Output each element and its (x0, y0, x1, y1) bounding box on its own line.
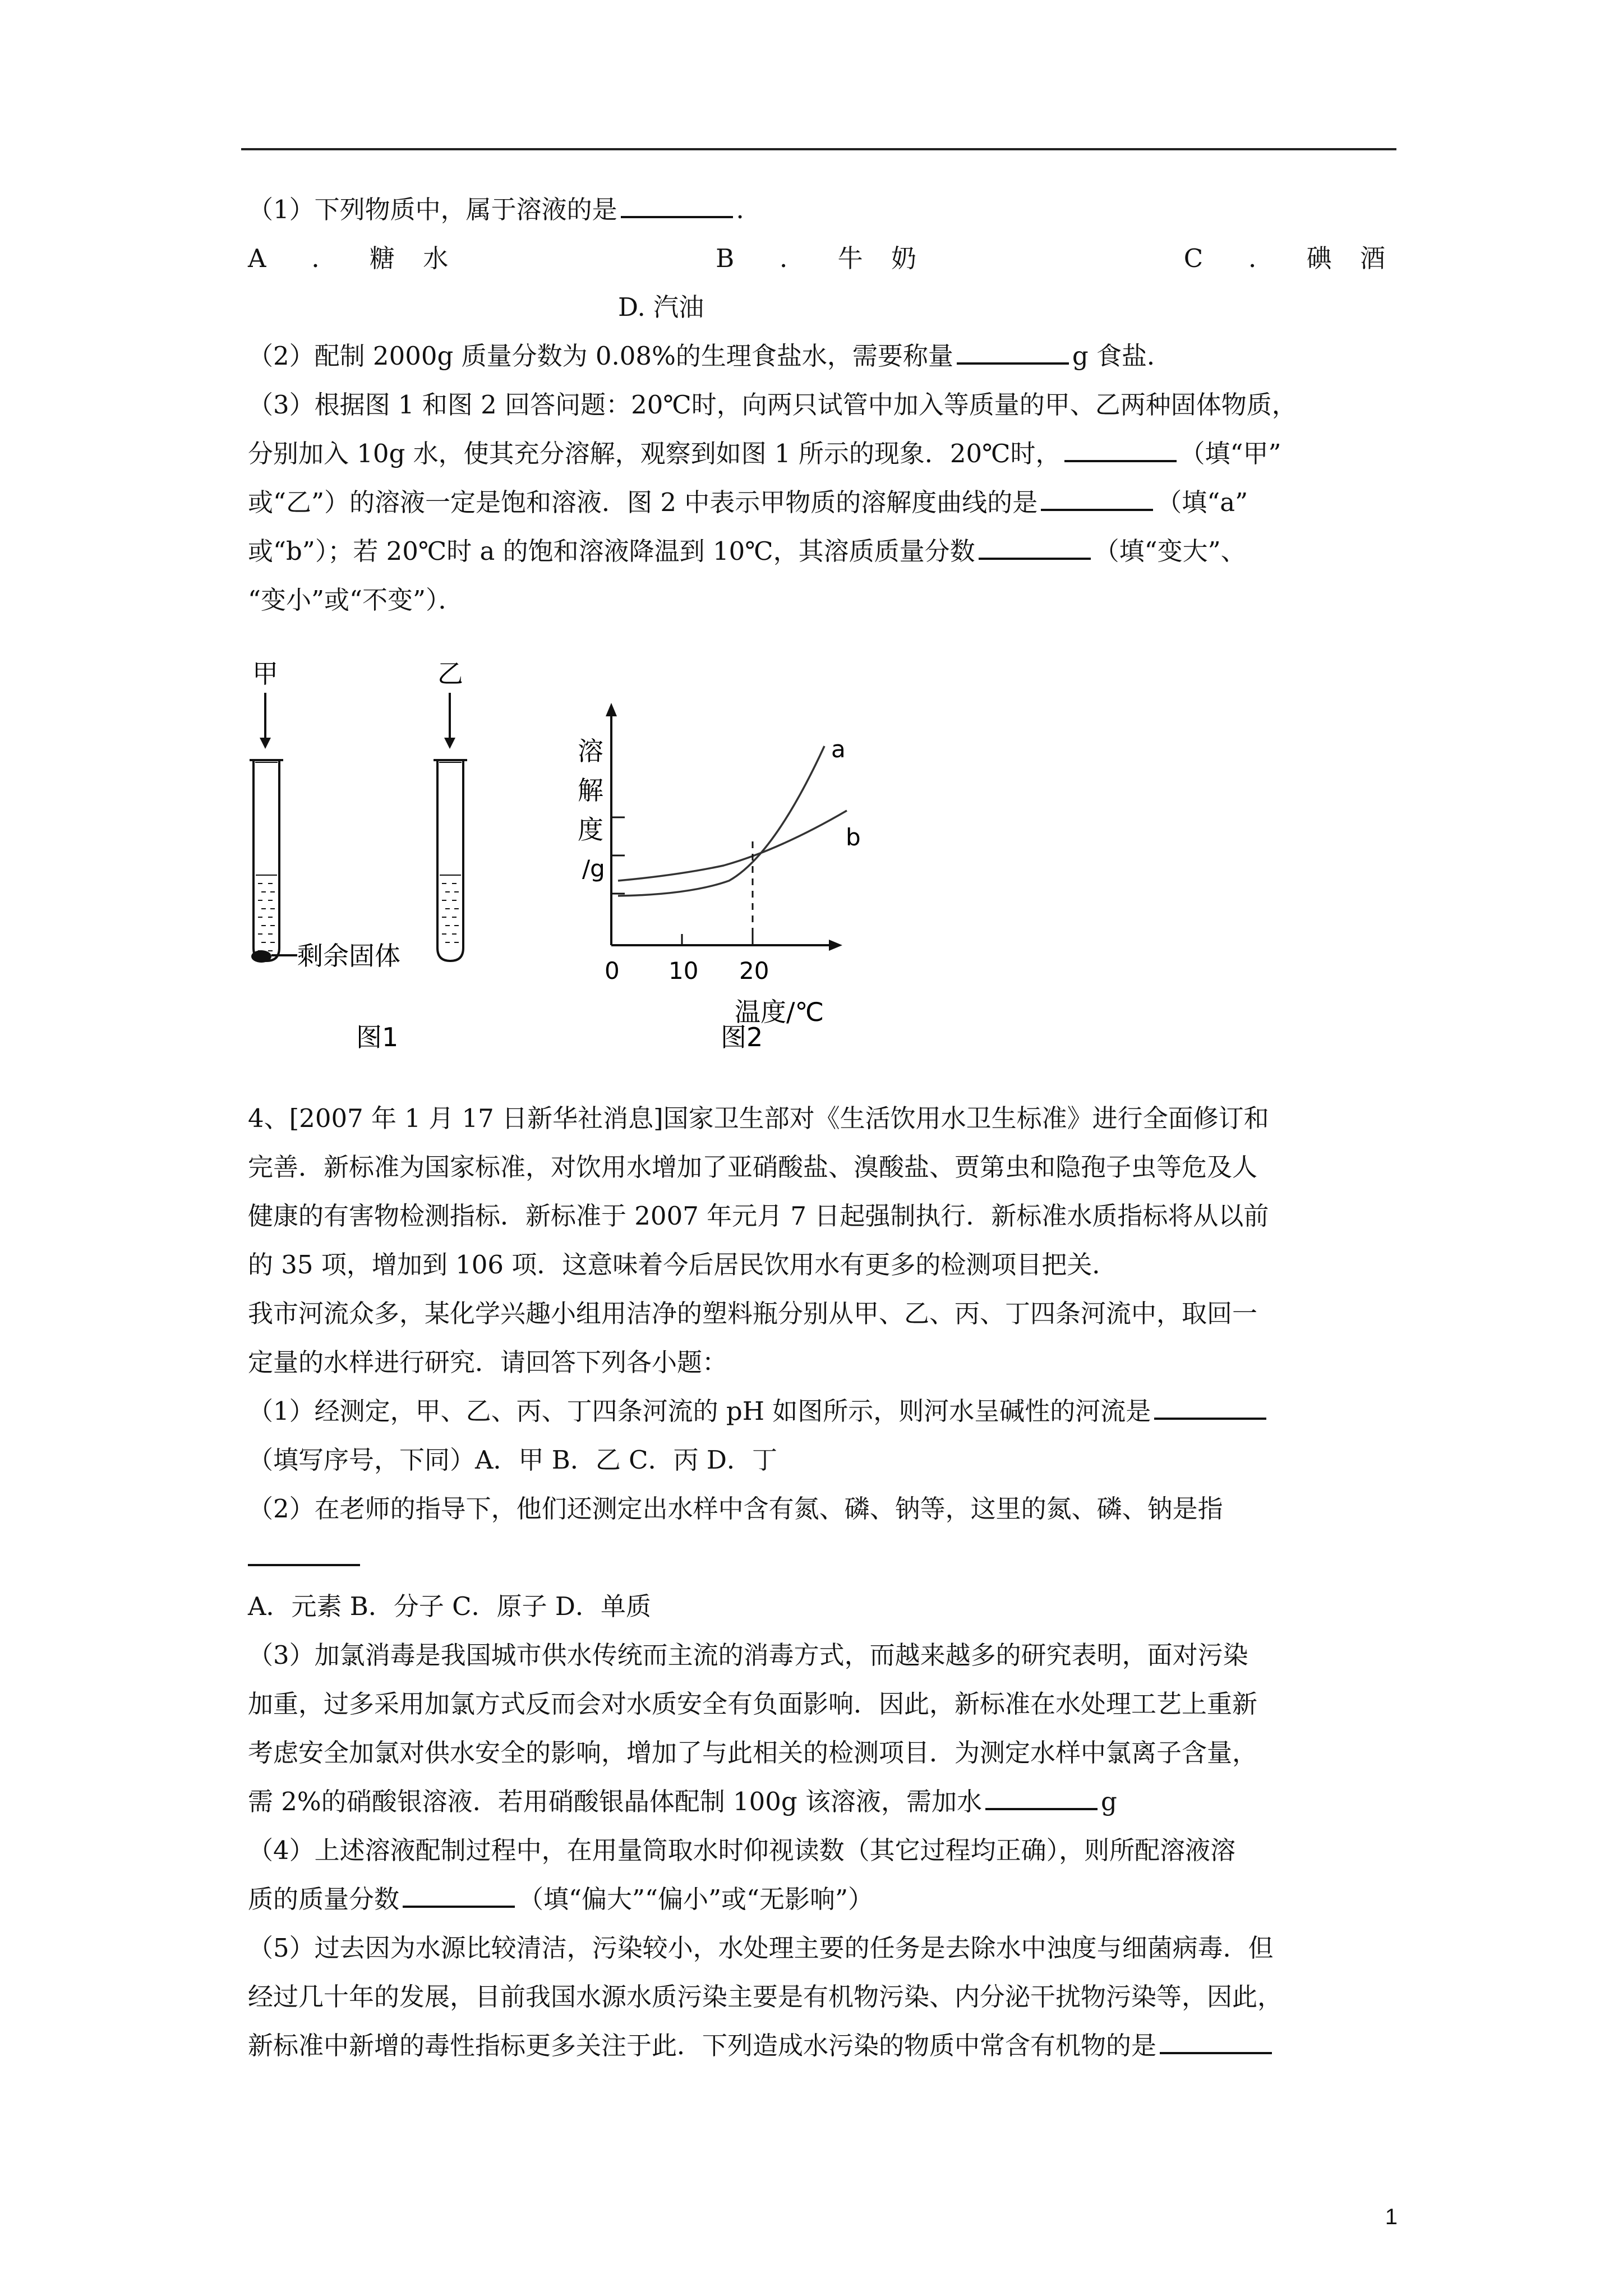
answer-blank[interactable] (985, 1786, 1098, 1810)
q4-sub5-line2: 经过几十年的发展，目前我国水源水质污染主要是有机物污染、内分泌干扰物污染等，因此， (248, 1982, 1283, 2012)
q4-sub2-options: A．元素 B．分子 C．原子 D．单质 (248, 1591, 651, 1621)
q3-sub3-line5: “变小”或“不变”）． (248, 585, 464, 615)
figures (241, 654, 914, 1069)
q4-sub3-line3: 考虑安全加氯对供水安全的影响，增加了与此相关的检测项目．为测定水样中氯离子含量， (248, 1738, 1258, 1768)
option-c: C ． 碘 酒 (1183, 243, 1395, 273)
q4-sub3-line4: 需 2%的硝酸银溶液．若用硝酸银晶体配制 100g 该溶液，需加水 g (248, 1787, 1117, 1816)
q3-sub1: （1）下列物质中，属于溶液的是 ． (248, 195, 762, 224)
q3-sub3-line1: （3）根据图 1 和图 2 回答问题：20℃时，向两只试管中加入等质量的甲、乙两种固体物质， (248, 390, 1297, 420)
curve-b (618, 811, 847, 881)
q4-sub4-line1: （4）上述溶液配制过程中，在用量筒取水时仰视读数（其它过程均正确），则所配溶液溶 (248, 1835, 1236, 1865)
question-4 (248, 1094, 1395, 2070)
q4-sub4-line2: 质的质量分数 （填“偏大”“偏小”或“无影响”） (248, 1884, 874, 1914)
answer-blank[interactable] (1064, 438, 1177, 462)
q4-sub1: （1）经测定，甲、乙、丙、丁四条河流的 pH 如图所示，则河水呈碱性的河流是 (248, 1387, 1395, 1435)
option-d: D. 汽油 (618, 292, 704, 322)
ylabel-4: /g (582, 855, 605, 882)
q4-sub1-options: （填写序号，下同）A．甲 B．乙 C．丙 D．丁 (248, 1445, 777, 1475)
q4-sub5-line1: （5）过去因为水源比较清洁，污染较小，水处理主要的任务是去除水中浊度与细菌病毒．但 (248, 1933, 1274, 1963)
q4-sub5-line3: 新标准中新增的毒性指标更多关注于此．下列造成水污染的物质中常含有机物的是 (248, 2021, 1395, 2070)
q4-line3: 健康的有害物检测指标．新标准于 2007 年元月 7 日起强制执行．新标准水质指标将从以前 (248, 1201, 1269, 1231)
q4-line4: 的 35 项，增加到 106 项．这意味着今后居民饮用水有更多的检测项目把关． (248, 1250, 1118, 1280)
test-tube-a (253, 760, 279, 961)
curve-a (618, 746, 824, 896)
figure-1 (250, 659, 467, 1052)
header-rule (241, 148, 1396, 150)
remaining-solid (251, 950, 271, 963)
q4-sub3-line2: 加重，过多采用加氯方式反而会对水质安全有负面影响．因此，新标准在水处理工艺上重新 (248, 1689, 1258, 1719)
question-3 (248, 185, 1395, 624)
tick-0: 0 (605, 957, 620, 984)
figure-2 (578, 703, 861, 1052)
figure-2-caption: 图2 (721, 1022, 763, 1052)
option-a: A ． 糖 水 (248, 243, 459, 273)
q3-sub3-line3: 或“乙”）的溶液一定是饱和溶液．图 2 中表示甲物质的溶解度曲线的是 （填“a” (248, 487, 1248, 517)
answer-blank[interactable] (403, 1883, 515, 1908)
xlabel: 温度/℃ (735, 997, 824, 1027)
option-b: B ． 牛 奶 (716, 243, 926, 273)
q4-line1: 4、[2007 年 1 月 17 日新华社消息]国家卫生部对《生活饮用水卫生标准》进行全面修订和 (248, 1103, 1269, 1133)
q4-sub2-blank-line (248, 1533, 1395, 1582)
curve-b-label: b (846, 823, 861, 851)
curve-a-label: a (831, 735, 846, 763)
figure-svg (241, 654, 914, 1069)
tick-10: 10 (668, 957, 699, 984)
test-tube-b (437, 760, 463, 961)
q4-sub2: （2）在老师的指导下，他们还测定出水样中含有氮、磷、钠等，这里的氮、磷、钠是指 (248, 1494, 1223, 1524)
answer-blank[interactable] (979, 535, 1091, 560)
answer-blank[interactable] (1160, 2030, 1272, 2054)
q3-sub3-line2: 分别加入 10g 水，使其充分溶解，观察到如图 1 所示的现象．20℃时， （填“甲” (248, 439, 1281, 468)
answer-blank[interactable] (248, 1542, 360, 1566)
ylabel-2: 解 (578, 775, 603, 806)
q4-line2: 完善．新标准为国家标准，对饮用水增加了亚硝酸盐、溴酸盐、贾第虫和隐孢子虫等危及人 (248, 1152, 1258, 1182)
ylabel-1: 溶 (578, 736, 603, 766)
figure-1-caption: 图1 (356, 1022, 399, 1052)
q3-options (248, 234, 1395, 283)
tube-a-label: 甲 (252, 659, 278, 689)
solid-label: 剩余固体 (297, 941, 400, 971)
q4-line6: 定量的水样进行研究．请回答下列各小题： (248, 1347, 728, 1377)
answer-blank[interactable] (957, 340, 1069, 365)
q4-sub3-line1: （3）加氯消毒是我国城市供水传统而主流的消毒方式，而越来越多的研究表明，面对污染 (248, 1640, 1248, 1670)
answer-blank[interactable] (1154, 1395, 1266, 1420)
q3-sub2: （2）配制 2000g 质量分数为 0.08%的生理食盐水，需要称量 g 食盐． (248, 341, 1172, 371)
q3-sub3-line4: 或“b”）；若 20℃时 a 的饱和溶液降温到 10℃，其溶质质量分数 （填“变大”、 (248, 536, 1246, 566)
ylabel-3: 度 (578, 815, 603, 845)
q4-line5: 我市河流众多，某化学兴趣小组用洁净的塑料瓶分别从甲、乙、丙、丁四条河流中，取回一 (248, 1299, 1258, 1328)
answer-blank[interactable] (1041, 486, 1153, 511)
answer-blank[interactable] (621, 194, 733, 218)
tube-b-label: 乙 (437, 659, 463, 689)
tick-20: 20 (739, 957, 769, 984)
page-number: 1 (1385, 2205, 1398, 2229)
